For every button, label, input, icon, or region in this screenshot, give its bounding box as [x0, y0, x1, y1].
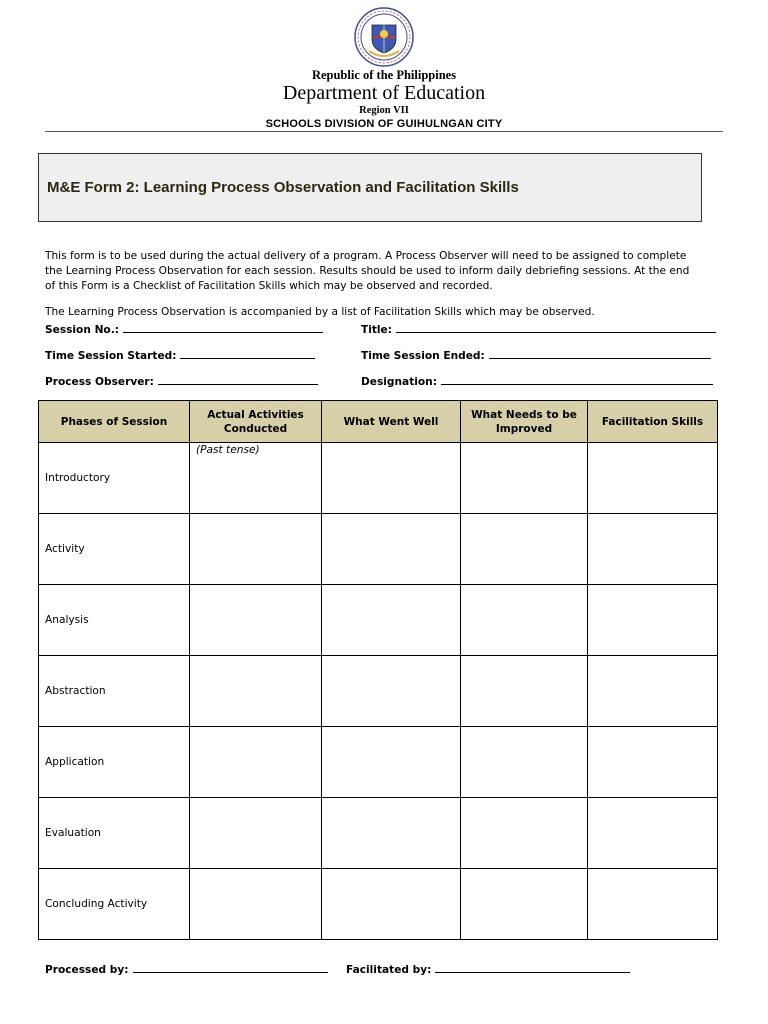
went-well-cell[interactable]	[322, 656, 461, 727]
facilitation-skills-cell[interactable]	[588, 514, 718, 585]
time-ended-blank[interactable]	[489, 347, 711, 359]
processed-by-blank[interactable]	[133, 961, 328, 973]
facilitation-skills-cell[interactable]	[588, 585, 718, 656]
header-actual-activities: Actual Activities Conducted	[190, 401, 322, 443]
table-row	[39, 656, 718, 727]
process-observer-blank[interactable]	[158, 373, 318, 385]
table-row	[39, 727, 718, 798]
processed-by-label: Processed by:	[45, 964, 129, 976]
header-phases: Phases of Session	[39, 401, 190, 443]
activities-cell[interactable]	[190, 585, 322, 656]
activities-cell[interactable]	[190, 443, 322, 514]
facilitation-skills-cell[interactable]	[588, 869, 718, 940]
needs-improvement-cell[interactable]	[461, 514, 588, 585]
went-well-cell[interactable]	[322, 514, 461, 585]
title-blank[interactable]	[396, 321, 716, 333]
time-started-label: Time Session Started:	[45, 350, 177, 362]
needs-improvement-cell[interactable]	[461, 585, 588, 656]
phase-cell: Analysis	[39, 585, 190, 656]
form-title-box	[38, 153, 702, 222]
table-row	[39, 798, 718, 869]
title-label: Title:	[361, 324, 392, 336]
went-well-cell[interactable]	[322, 443, 461, 514]
table-row	[39, 514, 718, 585]
intro-line: This form is to be used during the actual delivery of a program. A Process Observer will need to be assigned to complete	[45, 250, 687, 262]
header-facilitation-skills: Facilitation Skills	[588, 401, 718, 443]
header-what-went-well: What Went Well	[322, 401, 461, 443]
needs-improvement-cell[interactable]	[461, 727, 588, 798]
phase-cell: Abstraction	[39, 656, 190, 727]
facilitation-skills-cell[interactable]	[588, 656, 718, 727]
process-observer-field	[45, 373, 318, 388]
facilitated-by-label: Facilitated by:	[346, 964, 432, 976]
division-heading: SCHOOLS DIVISION OF GUIHULNGAN CITY	[265, 118, 503, 130]
needs-improvement-cell[interactable]	[461, 656, 588, 727]
table-header-row	[39, 401, 718, 443]
deped-seal-icon	[349, 7, 419, 67]
table-row	[39, 443, 718, 514]
went-well-cell[interactable]	[322, 869, 461, 940]
went-well-cell[interactable]	[322, 798, 461, 869]
table-row	[39, 869, 718, 940]
needs-improvement-cell[interactable]	[461, 869, 588, 940]
activities-cell[interactable]	[190, 798, 322, 869]
activities-cell[interactable]	[190, 727, 322, 798]
time-ended-label: Time Session Ended:	[361, 350, 485, 362]
needs-improvement-cell[interactable]	[461, 798, 588, 869]
table-row	[39, 585, 718, 656]
facilitated-by-blank[interactable]	[435, 961, 630, 973]
header-divider	[45, 131, 723, 132]
phase-cell: Introductory	[39, 443, 190, 514]
processed-by-field	[45, 961, 328, 976]
activities-cell[interactable]	[190, 869, 322, 940]
session-no-blank[interactable]	[123, 321, 323, 333]
designation-blank[interactable]	[441, 373, 713, 385]
region-heading: Region VII	[359, 105, 409, 116]
intro-note-text: The Learning Process Observation is accompanied by a list of Facilitation Skills which may be observed.	[45, 306, 595, 318]
facilitation-skills-cell[interactable]	[588, 443, 718, 514]
phase-cell: Activity	[39, 514, 190, 585]
intro-line: of this Form is a Checklist of Facilitation Skills which may be observed and recorded.	[45, 280, 493, 292]
past-tense-note: (Past tense)	[196, 444, 260, 456]
facilitation-skills-cell[interactable]	[588, 727, 718, 798]
intro-paragraph	[45, 249, 723, 294]
time-started-blank[interactable]	[180, 347, 315, 359]
needs-improvement-cell[interactable]	[461, 443, 588, 514]
phase-cell: Concluding Activity	[39, 869, 190, 940]
facilitation-skills-cell[interactable]	[588, 798, 718, 869]
designation-label: Designation:	[361, 376, 437, 388]
session-no-label: Session No.:	[45, 324, 119, 336]
department-heading: Department of Education	[282, 82, 486, 104]
time-ended-field	[361, 347, 711, 362]
header-needs-improvement: What Needs to be Improved	[461, 401, 588, 443]
intro-note	[45, 305, 723, 320]
intro-line: the Learning Process Observation for each session. Results should be used to inform daily debriefing sessions. At the end	[45, 265, 690, 277]
phase-cell: Application	[39, 727, 190, 798]
republic-heading: Republic of the Philippines	[311, 68, 457, 82]
title-field	[361, 321, 716, 336]
time-started-field	[45, 347, 315, 362]
activities-cell[interactable]	[190, 514, 322, 585]
went-well-cell[interactable]	[322, 585, 461, 656]
process-observer-label: Process Observer:	[45, 376, 154, 388]
phase-cell: Evaluation	[39, 798, 190, 869]
session-no-field	[45, 321, 323, 336]
observation-table	[38, 400, 718, 940]
facilitated-by-field	[346, 961, 630, 976]
form-title: M&E Form 2: Learning Process Observation and Facilitation Skills	[47, 179, 519, 196]
went-well-cell[interactable]	[322, 727, 461, 798]
activities-cell[interactable]	[190, 656, 322, 727]
designation-field	[361, 373, 713, 388]
